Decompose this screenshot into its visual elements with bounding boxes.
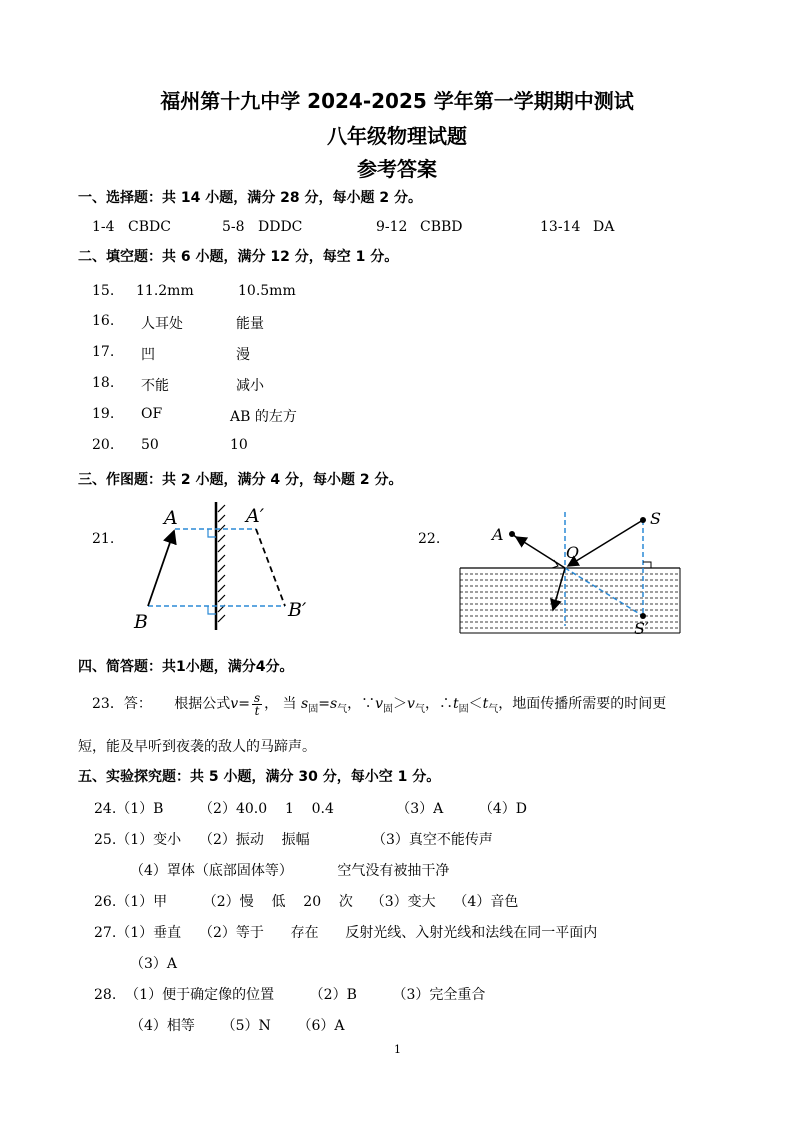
label-b: B <box>134 611 148 633</box>
section4-heading: 四、简答题：共1小题，满分4分。 <box>78 659 294 675</box>
mc-range-4: 13-14 <box>540 219 581 235</box>
label-a-prime: A′ <box>246 505 265 527</box>
fill-num-20: 20. <box>92 437 115 453</box>
q27-answers: 27.（1）垂直 （2）等于 存在 反射光线、入射光线和法线在同一平面内 <box>94 925 598 941</box>
q26-answers: 26.（1）甲 （2）慢 低 20 次 （3）变大 （4）音色 <box>94 894 519 910</box>
mc-answers-1: CBDC <box>128 219 171 235</box>
incident-ray <box>568 520 643 566</box>
fill-answer-17a: 凹 <box>141 347 155 363</box>
section5-heading: 五、实验探究题：共 5 小题，满分 30 分，每小空 1 分。 <box>78 769 441 785</box>
q28-answers: 28. （1）便于确定像的位置 （2）B （3）完全重合 <box>94 987 486 1003</box>
fill-answer-15b: 10.5mm <box>238 283 296 299</box>
label-b-prime: B′ <box>288 599 307 621</box>
q25-answers: 25.（1）变小 （2）振动 振幅 （3）真空不能传声 <box>94 832 493 848</box>
fill-num-15: 15. <box>92 283 115 299</box>
mc-range-2: 5-8 <box>222 219 245 235</box>
section1-heading: 一、选择题：共 14 小题，满分 28 分，每小题 2 分。 <box>78 190 422 206</box>
fill-num-19: 19. <box>92 406 115 422</box>
q22-number: 22. <box>418 531 441 547</box>
q25-answers-cont: （4）罩体（底部固体等） 空气没有被抽干净 <box>130 863 450 879</box>
fill-num-17: 17. <box>92 344 115 360</box>
paper-subtitle: 八年级物理试题 <box>327 124 467 148</box>
section2-heading: 二、填空题：共 6 小题，满分 12 分，每空 1 分。 <box>78 249 399 265</box>
answer-key-heading: 参考答案 <box>357 157 437 181</box>
label-a: A <box>492 525 504 544</box>
mc-range-1: 1-4 <box>92 219 115 235</box>
point-a <box>509 531 515 537</box>
q21-number: 21. <box>92 531 115 547</box>
exam-title: 福州第十九中学 2024-2025 学年第一学期期中测试 <box>160 89 634 113</box>
fill-answer-20b: 10 <box>230 437 248 453</box>
section3-heading: 三、作图题：共 2 小题，满分 4 分，每小题 2 分。 <box>78 472 403 488</box>
refracted-ray <box>553 568 565 610</box>
label-s: S <box>650 509 661 528</box>
fill-answer-18b: 减小 <box>236 378 264 394</box>
point-s <box>640 517 646 523</box>
mirror-hatching <box>218 505 225 622</box>
label-s-prime: S′ <box>634 619 649 638</box>
reflected-ray <box>516 537 565 568</box>
page-number: 1 <box>394 1043 401 1056</box>
mc-answers-3: CBBD <box>420 219 463 235</box>
fill-answer-16b: 能量 <box>236 316 264 332</box>
fill-answer-16a: 人耳处 <box>141 316 183 332</box>
q23-answer-line2: 短，能及早听到夜袭的敌人的马蹄声。 <box>78 739 316 755</box>
object-arrow-ab <box>148 531 174 606</box>
fill-num-16: 16. <box>92 313 115 329</box>
speed-formula-fraction: $\frac{s}{t}$ <box>253 690 261 718</box>
mc-answers-4: DA <box>593 219 615 235</box>
label-a: A <box>164 507 178 529</box>
fill-answer-20a: 50 <box>141 437 159 453</box>
q27-answers-cont: （3）A <box>130 956 178 972</box>
fill-num-18: 18. <box>92 375 115 391</box>
fill-answer-18a: 不能 <box>141 378 169 394</box>
label-o: O <box>566 543 580 562</box>
q24-answers: 24.（1）B （2）40.0 1 0.4 （3）A （4）D <box>94 801 527 817</box>
fill-answer-15a: 11.2mm <box>136 283 194 299</box>
mc-answers-2: DDDC <box>258 219 303 235</box>
q28-answers-cont: （4）相等 （5）N （6）A <box>130 1018 345 1034</box>
plane-mirror-diagram <box>128 498 328 636</box>
q23-answer-line1: 23．答： 根据公式v= $\frac{s}{t}$ ， 当 $s_固=s_气$，$\because v_固>v_气$，$\therefore t_固<t_气$，地面传播所需要的时间更 <box>92 690 667 718</box>
fill-answer-19b: AB 的左方 <box>230 409 297 425</box>
fill-answer-19a: OF <box>141 406 163 422</box>
fill-answer-17b: 漫 <box>236 347 250 363</box>
refraction-diagram <box>456 504 690 638</box>
mc-range-3: 9-12 <box>376 219 408 235</box>
image-dashed-line <box>256 529 285 606</box>
